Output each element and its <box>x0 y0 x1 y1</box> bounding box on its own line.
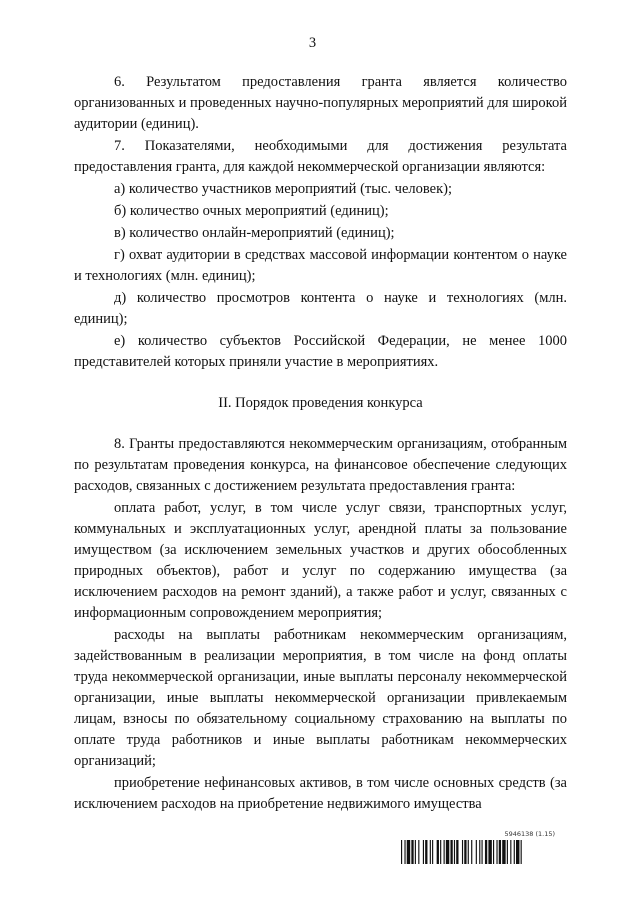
list-item-b: б) количество очных мероприятий (единиц); <box>114 203 389 219</box>
list-item-d: д) количество просмотров контента о науке и технологиях (млн. единиц); <box>74 290 567 327</box>
paragraph-staff-expenses: расходы на выплаты работникам некоммерческим организациям, задействованным в реализации мероприятия, в том числе на фонд оплаты труда некоммерческой организации, иные выплаты персоналу некоммерческой организации, иные выплаты некоммерческой организации привлекаемым лицам, взносы по обязательному социальному страхованию на выплаты по оплате труда работников и иные выплаты работникам некоммерческих организаций; <box>74 627 567 769</box>
list-item-v: в) количество онлайн-мероприятий (единиц); <box>114 225 395 241</box>
paragraph-services-payment: оплата работ, услуг, в том числе услуг связи, транспортных услуг, коммунальных и эксплуатационных услуг, арендной платы за пользование имуществом (за исключением земельных участков и других обособленных природных объектов), работ и услуг по содержанию имущества (за исключением расходов на ремонт зданий), а также работ и услуг, связанных с информационным сопровождением мероприятия; <box>74 500 567 621</box>
barcode-image <box>401 840 579 864</box>
document-body <box>74 72 567 816</box>
section-heading: II. Порядок проведения конкурса <box>218 395 423 411</box>
list-item-g: г) охват аудитории в средствах массовой информации контентом о науке и технологиях (млн. единиц); <box>74 247 567 284</box>
paragraph-indicators: 7. Показателями, необходимыми для достижения результата предоставления гранта, для каждой некоммерческой организации являются: <box>74 138 567 175</box>
list-item-e: е) количество субъектов Российской Федерации, не менее 1000 представителей которых приняли участие в мероприятиях. <box>74 333 567 370</box>
paragraph-assets: приобретение нефинансовых активов, в том числе основных средств (за исключением расходов на приобретение недвижимого имущества <box>74 775 567 812</box>
page-number: 3 <box>308 35 317 51</box>
list-item-a: а) количество участников мероприятий (тыс. человек); <box>114 181 452 197</box>
document-code: 5946138 (1.15) <box>504 830 555 838</box>
paragraph-result: 6. Результатом предоставления гранта является количество организованных и проведенных научно-популярных мероприятий для широкой аудитории (единиц). <box>74 74 567 132</box>
paragraph-grants: 8. Гранты предоставляются некоммерческим организациям, отобранным по результатам проведения конкурса, на финансовое обеспечение следующих расходов, связанных с достижением результата предоставления гранта: <box>74 436 567 494</box>
